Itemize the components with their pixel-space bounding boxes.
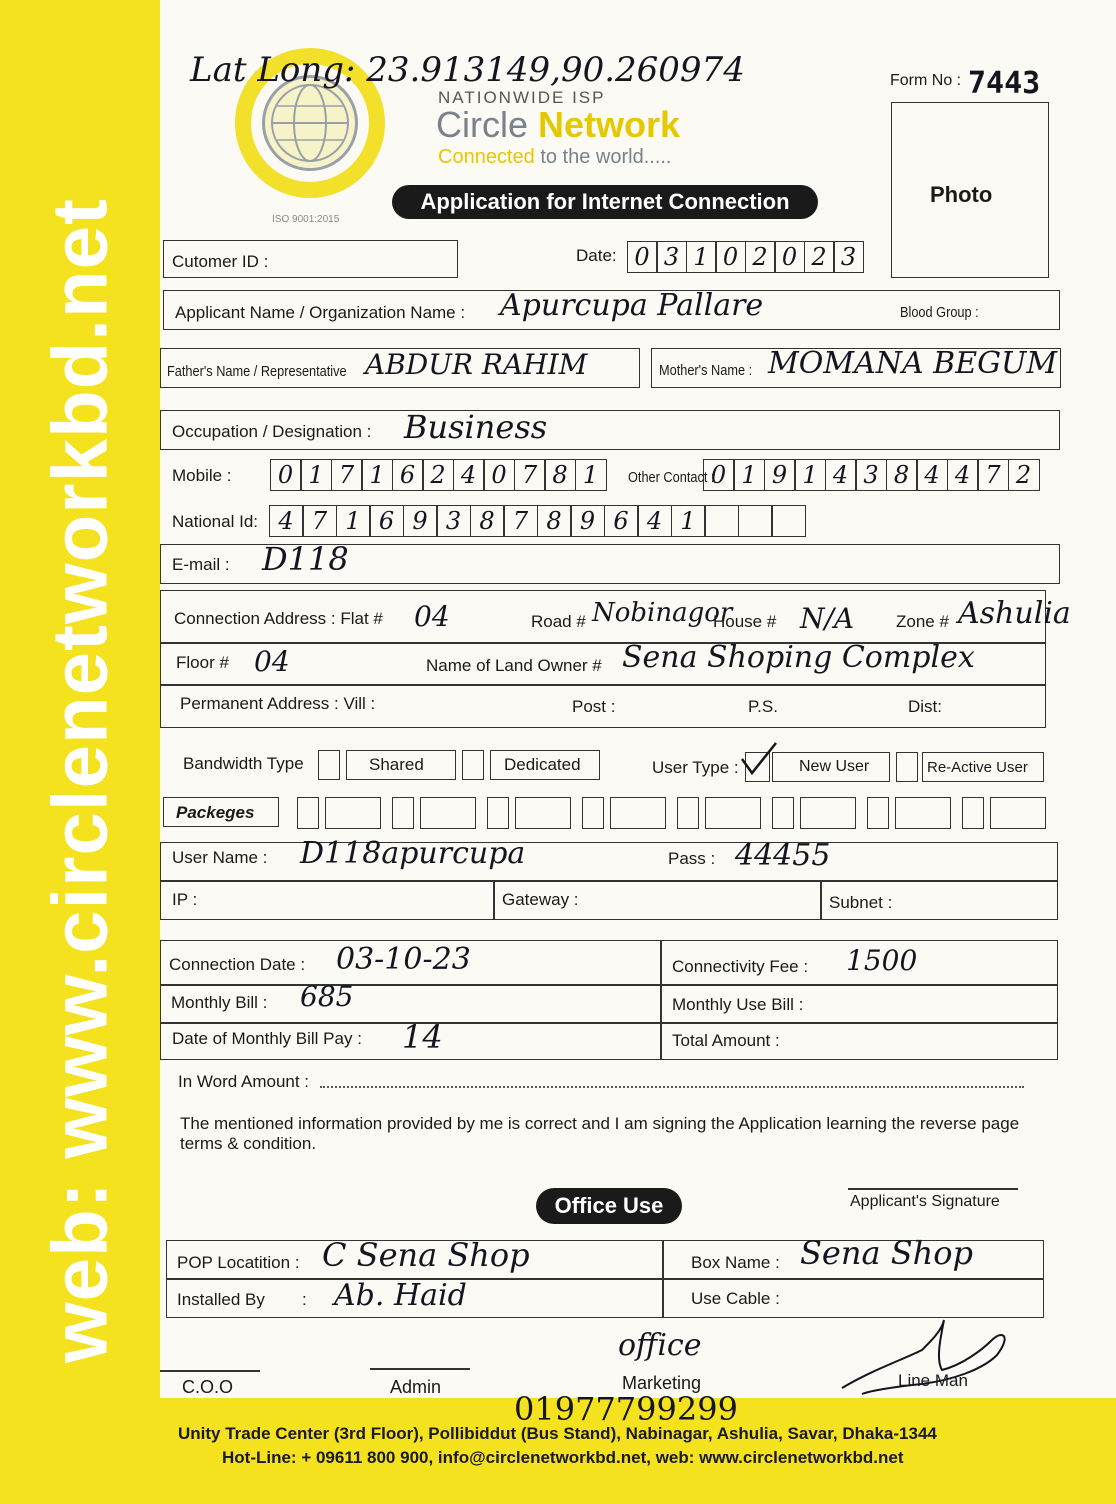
applicant-signature-label: Applicant's Signature bbox=[850, 1193, 1000, 1210]
conn-fee-value[interactable]: 1500 bbox=[846, 944, 918, 977]
brand-name bbox=[436, 104, 680, 146]
date-digit-cell[interactable]: 0 bbox=[627, 241, 658, 273]
mobile-digit-cell[interactable]: 1 bbox=[575, 459, 607, 491]
mobile-digit-cell[interactable]: 8 bbox=[544, 459, 576, 491]
nid-digit-cell[interactable]: 1 bbox=[671, 505, 706, 537]
package-checkbox[interactable] bbox=[962, 797, 984, 829]
nid-digit-cell[interactable] bbox=[771, 505, 806, 537]
father-name-value: ABDUR RAHIM bbox=[365, 348, 588, 381]
date-digit-cell[interactable]: 0 bbox=[715, 241, 746, 273]
house-label: House # bbox=[713, 612, 777, 631]
shared-label: Shared bbox=[369, 755, 424, 774]
package-checkbox[interactable] bbox=[772, 797, 794, 829]
bill-pay-label: Date of Monthly Bill Pay : bbox=[172, 1029, 362, 1048]
package-option[interactable] bbox=[325, 797, 381, 829]
mobile-digit-cell[interactable]: 4 bbox=[453, 459, 485, 491]
applicant-name-value: Apurcupa Pallare bbox=[500, 288, 764, 323]
date-digit-cell[interactable]: 3 bbox=[833, 241, 864, 273]
floor-value[interactable]: 04 bbox=[254, 645, 290, 678]
mobile-digit-cell[interactable]: 7 bbox=[331, 459, 363, 491]
mobile-digit-cell[interactable]: 1 bbox=[361, 459, 393, 491]
iso-mark: ISO 9001:2015 bbox=[272, 214, 340, 225]
office-use-badge: Office Use bbox=[536, 1188, 682, 1224]
package-option[interactable] bbox=[515, 797, 571, 829]
occupation-value: Business bbox=[404, 408, 548, 446]
mobile-label: Mobile : bbox=[172, 466, 232, 485]
other-contact-digit-cell[interactable]: 0 bbox=[703, 459, 735, 491]
mobile-digit-cell[interactable]: 2 bbox=[422, 459, 454, 491]
package-checkbox[interactable] bbox=[677, 797, 699, 829]
admin-sign-line[interactable] bbox=[370, 1368, 470, 1370]
ip-label[interactable]: IP : bbox=[172, 890, 198, 909]
mobile-digit-cell[interactable]: 6 bbox=[392, 459, 424, 491]
package-option[interactable] bbox=[705, 797, 761, 829]
nid-digit-cell[interactable]: 7 bbox=[302, 505, 337, 537]
box-name-label: Box Name : bbox=[691, 1253, 780, 1272]
gateway-label[interactable]: Gateway : bbox=[502, 890, 579, 909]
bandwidth-label: Bandwidth Type bbox=[183, 754, 304, 773]
package-option[interactable] bbox=[895, 797, 951, 829]
mobile-digit-cell[interactable]: 0 bbox=[270, 459, 302, 491]
email-label: E-mail : bbox=[172, 555, 230, 574]
brand-circle: Circle bbox=[436, 104, 529, 145]
title-banner: Application for Internet Connection bbox=[392, 185, 818, 219]
billing-column-divider bbox=[660, 940, 662, 1060]
office-handwritten: office bbox=[618, 1328, 702, 1363]
date-label: Date: bbox=[576, 246, 617, 265]
gateway-divider bbox=[820, 880, 822, 920]
pop-location-label: POP Locatition : bbox=[177, 1253, 300, 1272]
package-checkbox[interactable] bbox=[582, 797, 604, 829]
zone-value[interactable]: Ashulia bbox=[958, 596, 1071, 631]
form-no-label: Form No : bbox=[890, 72, 962, 89]
package-option[interactable] bbox=[800, 797, 856, 829]
tagline-connected: Connected to the world..... bbox=[438, 146, 672, 168]
website-vertical-text: web: www.circlenetworkbd.net bbox=[35, 198, 124, 1363]
installed-by-colon: : bbox=[302, 1290, 307, 1309]
other-contact-digit-cell[interactable]: 4 bbox=[825, 459, 857, 491]
nid-digit-cell[interactable] bbox=[738, 505, 773, 537]
road-value[interactable]: Nobinagor bbox=[592, 598, 733, 628]
other-contact-digit-cell[interactable]: 4 bbox=[916, 459, 948, 491]
pass-value[interactable]: 44455 bbox=[735, 838, 831, 873]
dedicated-checkbox[interactable] bbox=[462, 750, 484, 780]
package-checkbox[interactable] bbox=[392, 797, 414, 829]
coo-label: C.O.O bbox=[182, 1377, 234, 1397]
email-value: D118 bbox=[262, 540, 349, 578]
admin-label: Admin bbox=[390, 1377, 442, 1397]
nid-digit-cell[interactable]: 1 bbox=[336, 505, 371, 537]
footer-address: Unity Trade Center (3rd Floor), Pollibiddut (Bus Stand), Nabinagar, Ashulia, Savar, Dhaka-1344 bbox=[178, 1424, 937, 1443]
mobile-field[interactable] bbox=[271, 459, 607, 491]
conn-fee-label: Connectivity Fee : bbox=[672, 957, 809, 976]
other-contact-label: Other Contact : bbox=[628, 469, 715, 486]
billing-divider-2 bbox=[160, 1022, 1058, 1024]
nid-digit-cell[interactable]: 3 bbox=[436, 505, 471, 537]
monthly-use-label[interactable]: Monthly Use Bill : bbox=[672, 995, 804, 1014]
user-type-label: User Type : bbox=[652, 758, 739, 777]
mobile-digit-cell[interactable]: 7 bbox=[514, 459, 546, 491]
other-contact-digit-cell[interactable]: 2 bbox=[1008, 459, 1040, 491]
handwritten-coordinates: Lat Long: 23.913149,90.260974 bbox=[190, 50, 745, 90]
date-digit-cell[interactable]: 3 bbox=[656, 241, 687, 273]
tagline-nationwide: NATIONWIDE ISP bbox=[438, 88, 606, 107]
package-checkbox[interactable] bbox=[867, 797, 889, 829]
nid-digit-cell[interactable]: 6 bbox=[369, 505, 404, 537]
nid-digit-cell[interactable] bbox=[704, 505, 739, 537]
permanent-address-label: Permanent Address : Vill : bbox=[180, 694, 376, 713]
floor-label: Floor # bbox=[176, 653, 229, 672]
username-label: User Name : bbox=[172, 848, 268, 867]
pass-label: Pass : bbox=[668, 849, 716, 868]
other-contact-digit-cell[interactable]: 7 bbox=[977, 459, 1009, 491]
other-contact-digit-cell[interactable]: 3 bbox=[855, 459, 887, 491]
shared-checkbox[interactable] bbox=[318, 750, 340, 780]
nid-digit-cell[interactable]: 6 bbox=[604, 505, 639, 537]
coo-sign-line[interactable] bbox=[160, 1370, 260, 1372]
use-cable-label[interactable]: Use Cable : bbox=[691, 1289, 780, 1308]
monthly-bill-value[interactable]: 685 bbox=[300, 980, 354, 1013]
new-user-checkbox[interactable] bbox=[745, 752, 770, 782]
package-option[interactable] bbox=[610, 797, 666, 829]
mobile-digit-cell[interactable]: 0 bbox=[483, 459, 515, 491]
address-divider-2 bbox=[160, 684, 1046, 686]
reactive-label: Re-Active User bbox=[927, 759, 1028, 776]
other-contact-digit-cell[interactable]: 4 bbox=[947, 459, 979, 491]
office-column-divider bbox=[662, 1240, 664, 1318]
road-label: Road # bbox=[531, 612, 586, 631]
other-contact-digit-cell[interactable]: 9 bbox=[764, 459, 796, 491]
house-value[interactable]: N/A bbox=[800, 602, 855, 635]
subnet-label[interactable]: Subnet : bbox=[829, 893, 893, 912]
monthly-bill-label: Monthly Bill : bbox=[171, 993, 268, 1012]
reactive-checkbox[interactable] bbox=[896, 752, 918, 782]
date-digit-cell[interactable]: 0 bbox=[774, 241, 805, 273]
box-name-value[interactable]: Sena Shop bbox=[800, 1234, 973, 1272]
billing-divider-1 bbox=[160, 984, 1058, 986]
occupation-label: Occupation / Designation : bbox=[172, 422, 372, 441]
post-label: Post : bbox=[572, 697, 616, 716]
phone-handwritten: 01977799299 bbox=[514, 1390, 738, 1428]
mother-name-value: MOMANA BEGUM bbox=[768, 346, 1058, 381]
credentials-divider bbox=[160, 880, 1058, 882]
nid-digit-cell[interactable]: 8 bbox=[470, 505, 505, 537]
conn-date-value[interactable]: 03-10-23 bbox=[336, 942, 471, 977]
package-checkbox[interactable] bbox=[487, 797, 509, 829]
date-digit-cell[interactable]: 2 bbox=[745, 241, 776, 273]
declaration-text: The mentioned information provided by me is correct and I am signing the Application learning the reverse page terms & condition. bbox=[180, 1114, 1020, 1153]
blood-group-label: Blood Group : bbox=[900, 304, 979, 321]
installed-by-value[interactable]: Ab. Haid bbox=[334, 1278, 467, 1313]
office-divider bbox=[166, 1278, 1044, 1280]
brand-network: Network bbox=[538, 104, 681, 145]
date-digit-cell[interactable]: 2 bbox=[804, 241, 835, 273]
nid-field[interactable] bbox=[270, 505, 806, 537]
dedicated-label: Dedicated bbox=[504, 755, 581, 774]
pop-location-value[interactable]: C Sena Shop bbox=[322, 1236, 530, 1274]
photo-label: Photo bbox=[930, 182, 993, 207]
nid-digit-cell[interactable]: 9 bbox=[570, 505, 605, 537]
date-field[interactable] bbox=[628, 241, 864, 273]
land-owner-label: Name of Land Owner # bbox=[426, 656, 602, 675]
zone-label: Zone # bbox=[896, 612, 949, 631]
footer-hotline: Hot-Line: + 09611 800 900, info@circlenetworkbd.net, web: www.circlenetworkbd.net bbox=[222, 1448, 904, 1467]
nid-label: National Id: bbox=[172, 512, 258, 531]
nid-digit-cell[interactable]: 7 bbox=[503, 505, 538, 537]
package-option[interactable] bbox=[420, 797, 476, 829]
other-contact-digit-cell[interactable]: 1 bbox=[794, 459, 826, 491]
username-value[interactable]: D118apurcupa bbox=[300, 836, 526, 871]
nid-digit-cell[interactable]: 4 bbox=[269, 505, 304, 537]
in-word-label: In Word Amount : bbox=[178, 1072, 310, 1091]
connection-address-label: Connection Address : Flat # bbox=[174, 609, 383, 628]
total-amount-label[interactable]: Total Amount : bbox=[672, 1031, 780, 1050]
line-man-label: Line Man bbox=[898, 1371, 968, 1390]
form-no-value: 7443 bbox=[968, 66, 1041, 101]
other-contact-digit-cell[interactable]: 8 bbox=[886, 459, 918, 491]
applicant-name-label: Applicant Name / Organization Name : bbox=[175, 303, 466, 322]
dist-label: Dist: bbox=[908, 697, 942, 716]
ip-divider bbox=[493, 880, 495, 920]
other-contact-field[interactable] bbox=[704, 459, 1040, 491]
land-owner-value[interactable]: Sena Shoping Complex bbox=[622, 640, 975, 675]
installed-by-label: Installed By bbox=[177, 1290, 265, 1309]
mother-name-label: Mother's Name : bbox=[659, 362, 753, 379]
nid-digit-cell[interactable]: 9 bbox=[403, 505, 438, 537]
package-option[interactable] bbox=[990, 797, 1046, 829]
conn-date-label: Connection Date : bbox=[169, 955, 306, 974]
ps-label: P.S. bbox=[748, 697, 778, 716]
bill-pay-value[interactable]: 14 bbox=[402, 1018, 443, 1056]
flat-value[interactable]: 04 bbox=[414, 600, 450, 633]
father-name-label: Father's Name / Representative bbox=[167, 363, 347, 380]
nid-digit-cell[interactable]: 8 bbox=[537, 505, 572, 537]
date-digit-cell[interactable]: 1 bbox=[686, 241, 717, 273]
customer-id-label: Cutomer ID : bbox=[172, 252, 269, 271]
packages-label: Packeges bbox=[176, 803, 255, 822]
marketing-label: Marketing bbox=[622, 1373, 702, 1393]
nid-digit-cell[interactable]: 4 bbox=[637, 505, 672, 537]
mobile-digit-cell[interactable]: 1 bbox=[300, 459, 332, 491]
package-checkbox[interactable] bbox=[297, 797, 319, 829]
new-user-label: New User bbox=[799, 758, 870, 775]
in-word-line[interactable] bbox=[320, 1086, 1024, 1088]
other-contact-digit-cell[interactable]: 1 bbox=[733, 459, 765, 491]
applicant-signature-line[interactable] bbox=[848, 1188, 1018, 1190]
